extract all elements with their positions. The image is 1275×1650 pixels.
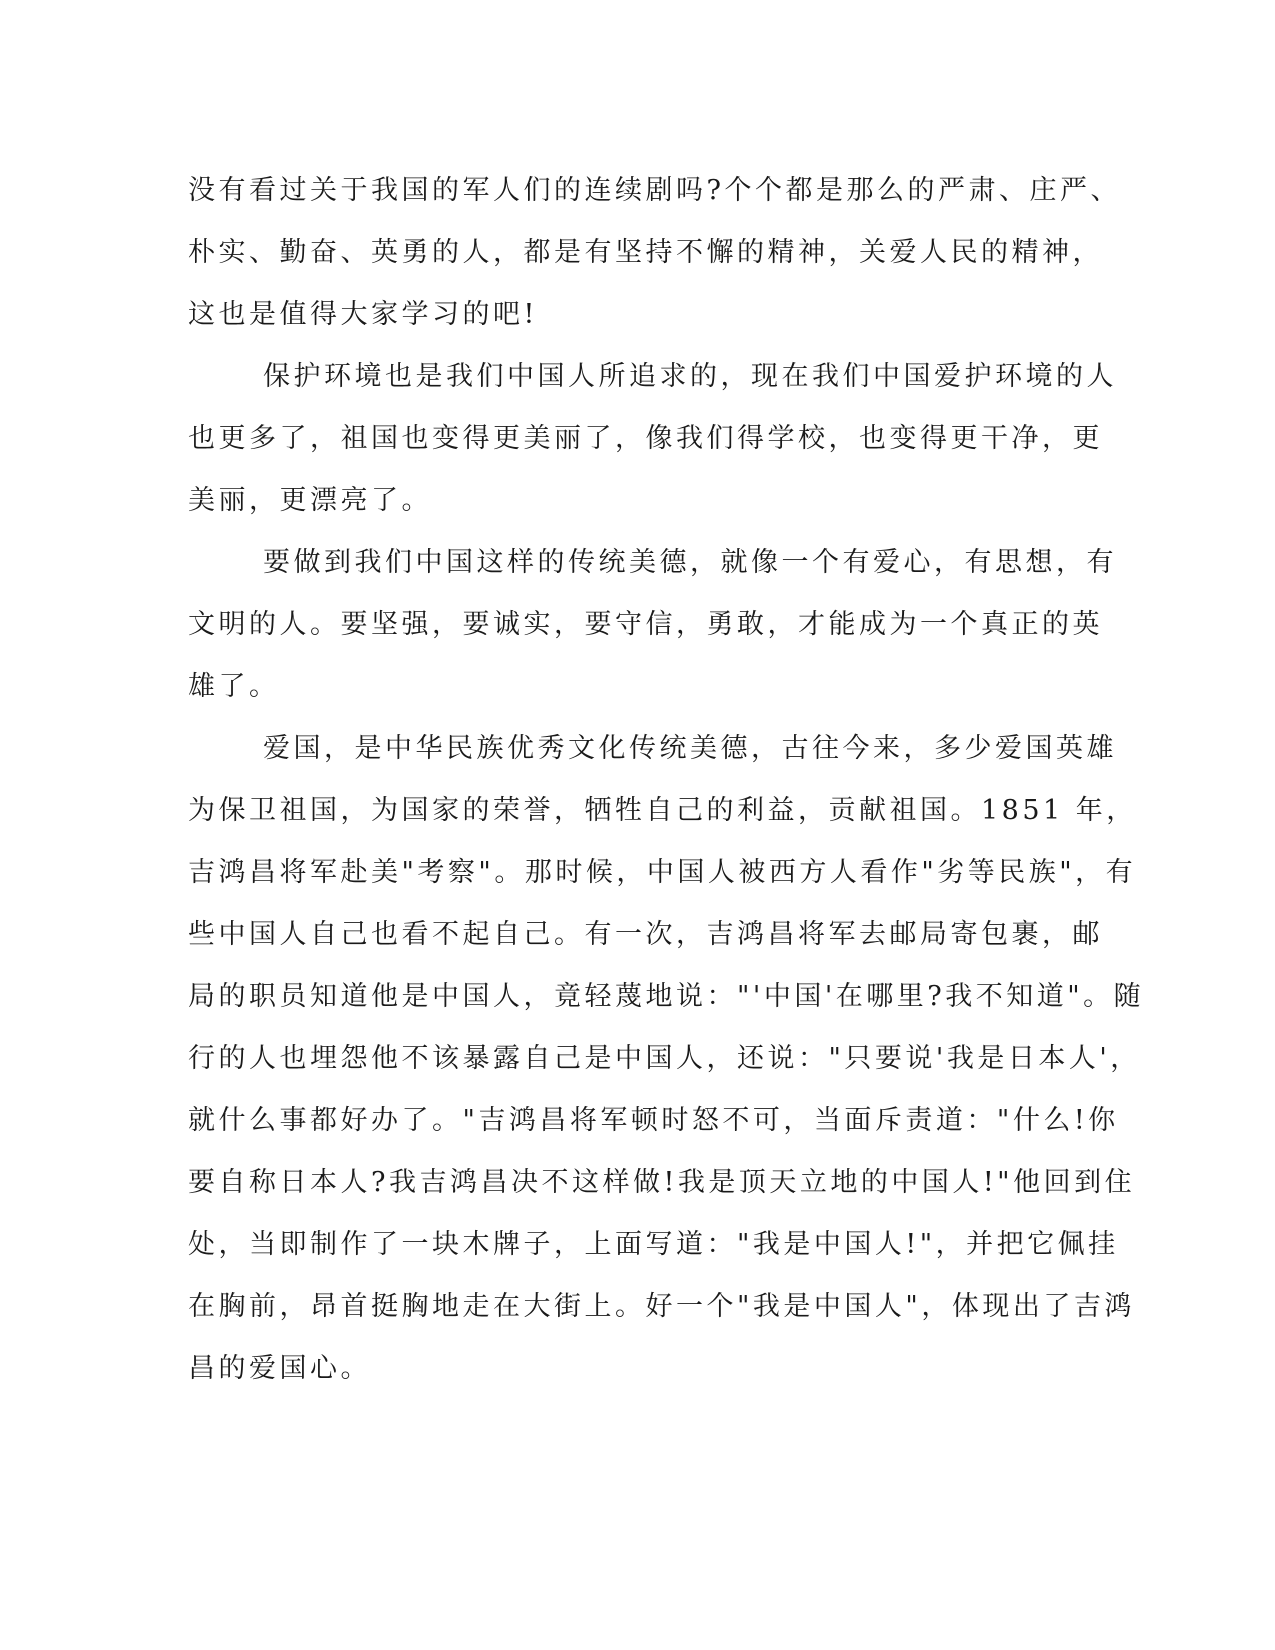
text-line: 这也是值得大家学习的吧! (188, 299, 538, 330)
text-line: 就什么事都好办了。"吉鸿昌将军顿时怒不可，当面斥责道："什么!你 (188, 1105, 1119, 1136)
text-line: 局的职员知道他是中国人，竟轻蔑地说："'中国'在哪里?我不知道"。随 (188, 981, 1145, 1012)
text-line: 美丽，更漂亮了。 (188, 485, 432, 516)
text-line: 要做到我们中国这样的传统美德，就像一个有爱心，有思想，有 (263, 547, 1117, 578)
text-line: 文明的人。要坚强，要诚实，要守信，勇敢，才能成为一个真正的英 (188, 609, 1103, 640)
text-line: 行的人也埋怨他不该暴露自己是中国人，还说："只要说'我是日本人'， (188, 1043, 1141, 1074)
text-line: 些中国人自己也看不起自己。有一次，吉鸿昌将军去邮局寄包裹，邮 (188, 919, 1103, 950)
text-line: 雄了。 (188, 671, 280, 702)
text-line: 保护环境也是我们中国人所追求的，现在我们中国爱护环境的人 (263, 361, 1117, 392)
text-line: 没有看过关于我国的军人们的连续剧吗?个个都是那么的严肃、庄严、 (188, 175, 1121, 206)
text-line: 昌的爱国心。 (188, 1353, 371, 1384)
text-line: 也更多了，祖国也变得更美丽了，像我们得学校，也变得更干净，更 (188, 423, 1103, 454)
text-line: 处，当即制作了一块木牌子，上面写道："我是中国人!"，并把它佩挂 (188, 1229, 1119, 1260)
body-text (188, 160, 1145, 1400)
text-line: 吉鸿昌将军赴美"考察"。那时候，中国人被西方人看作"劣等民族"，有 (188, 857, 1137, 888)
text-line: 要自称日本人?我吉鸿昌决不这样做!我是顶天立地的中国人!"他回到住 (188, 1167, 1136, 1198)
text-line: 为保卫祖国，为国家的荣誉，牺牲自己的利益，贡献祖国。1851 年， (188, 795, 1137, 826)
text-line: 朴实、勤奋、英勇的人，都是有坚持不懈的精神，关爱人民的精神， (188, 237, 1103, 268)
text-line: 爱国，是中华民族优秀文化传统美德，古往今来，多少爱国英雄 (263, 733, 1117, 764)
text-line: 在胸前，昂首挺胸地走在大街上。好一个"我是中国人"，体现出了吉鸿 (188, 1291, 1135, 1322)
